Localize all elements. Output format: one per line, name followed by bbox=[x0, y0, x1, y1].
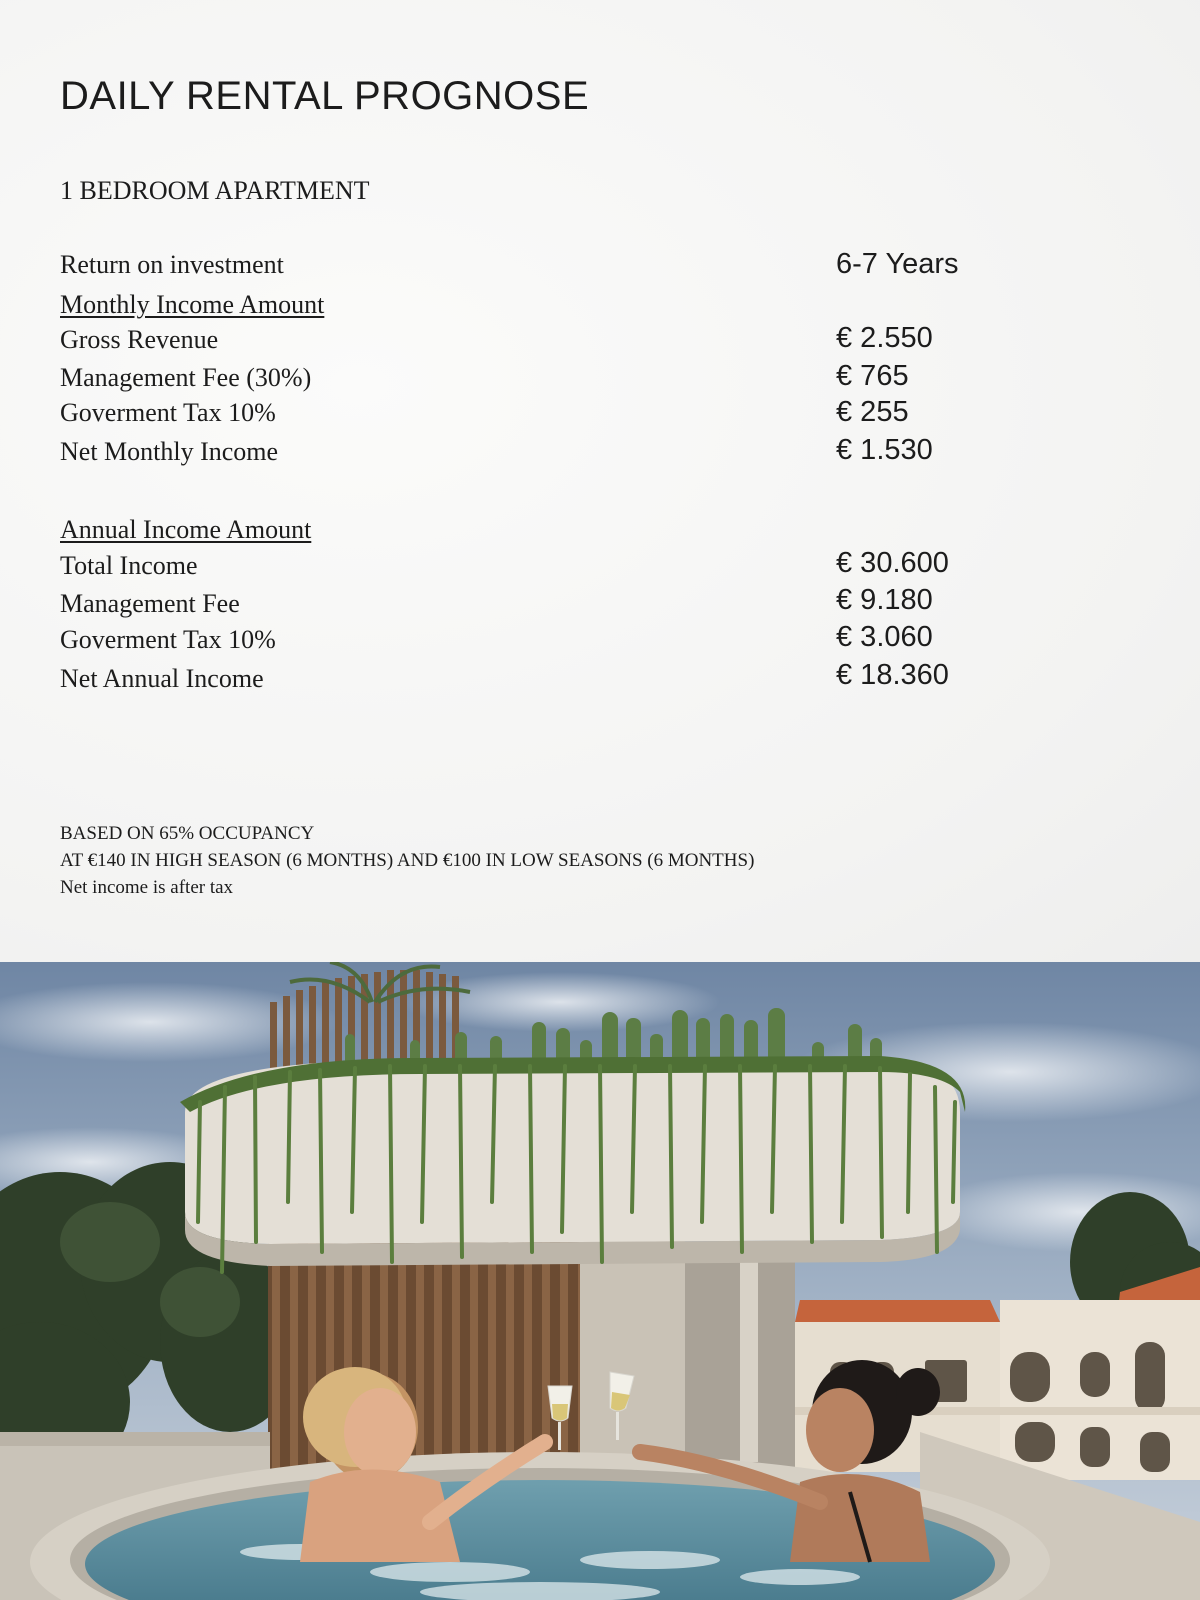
annual-row-value: € 9.180 bbox=[836, 584, 933, 616]
monthly-row-value: € 765 bbox=[836, 360, 909, 392]
rooftop-jacuzzi-photo bbox=[0, 962, 1200, 1600]
monthly-row-value: € 1.530 bbox=[836, 434, 933, 466]
monthly-row-value: € 255 bbox=[836, 396, 909, 428]
annual-row-value: € 30.600 bbox=[836, 547, 949, 579]
roi-value: 6-7 Years bbox=[836, 248, 959, 280]
annual-row-label: Total Income bbox=[60, 551, 198, 580]
apartment-type: 1 BEDROOM APARTMENT bbox=[60, 176, 370, 205]
occupancy-note: BASED ON 65% OCCUPANCY bbox=[60, 823, 315, 844]
annual-row-label: Goverment Tax 10% bbox=[60, 625, 276, 654]
monthly-row-value: € 2.550 bbox=[836, 322, 933, 354]
monthly-row-label: Gross Revenue bbox=[60, 325, 219, 354]
page-title: DAILY RENTAL PROGNOSE bbox=[60, 74, 590, 118]
roi-label: Return on investment bbox=[60, 250, 284, 279]
annual-row-value: € 3.060 bbox=[836, 621, 933, 653]
monthly-heading: Monthly Income Amount bbox=[60, 290, 325, 319]
annual-row-label: Management Fee bbox=[60, 589, 240, 618]
annual-row-label: Net Annual Income bbox=[60, 664, 264, 693]
season-rate-note: AT €140 IN HIGH SEASON (6 MONTHS) AND €100 IN LOW SEASONS (6 MONTHS) bbox=[60, 850, 755, 871]
annual-heading: Annual Income Amount bbox=[60, 515, 312, 544]
tax-note: Net income is after tax bbox=[60, 877, 234, 898]
monthly-row-label: Net Monthly Income bbox=[60, 437, 279, 466]
annual-row-value: € 18.360 bbox=[836, 659, 949, 691]
monthly-row-label: Management Fee (30%) bbox=[60, 363, 312, 392]
monthly-row-label: Goverment Tax 10% bbox=[60, 398, 276, 427]
